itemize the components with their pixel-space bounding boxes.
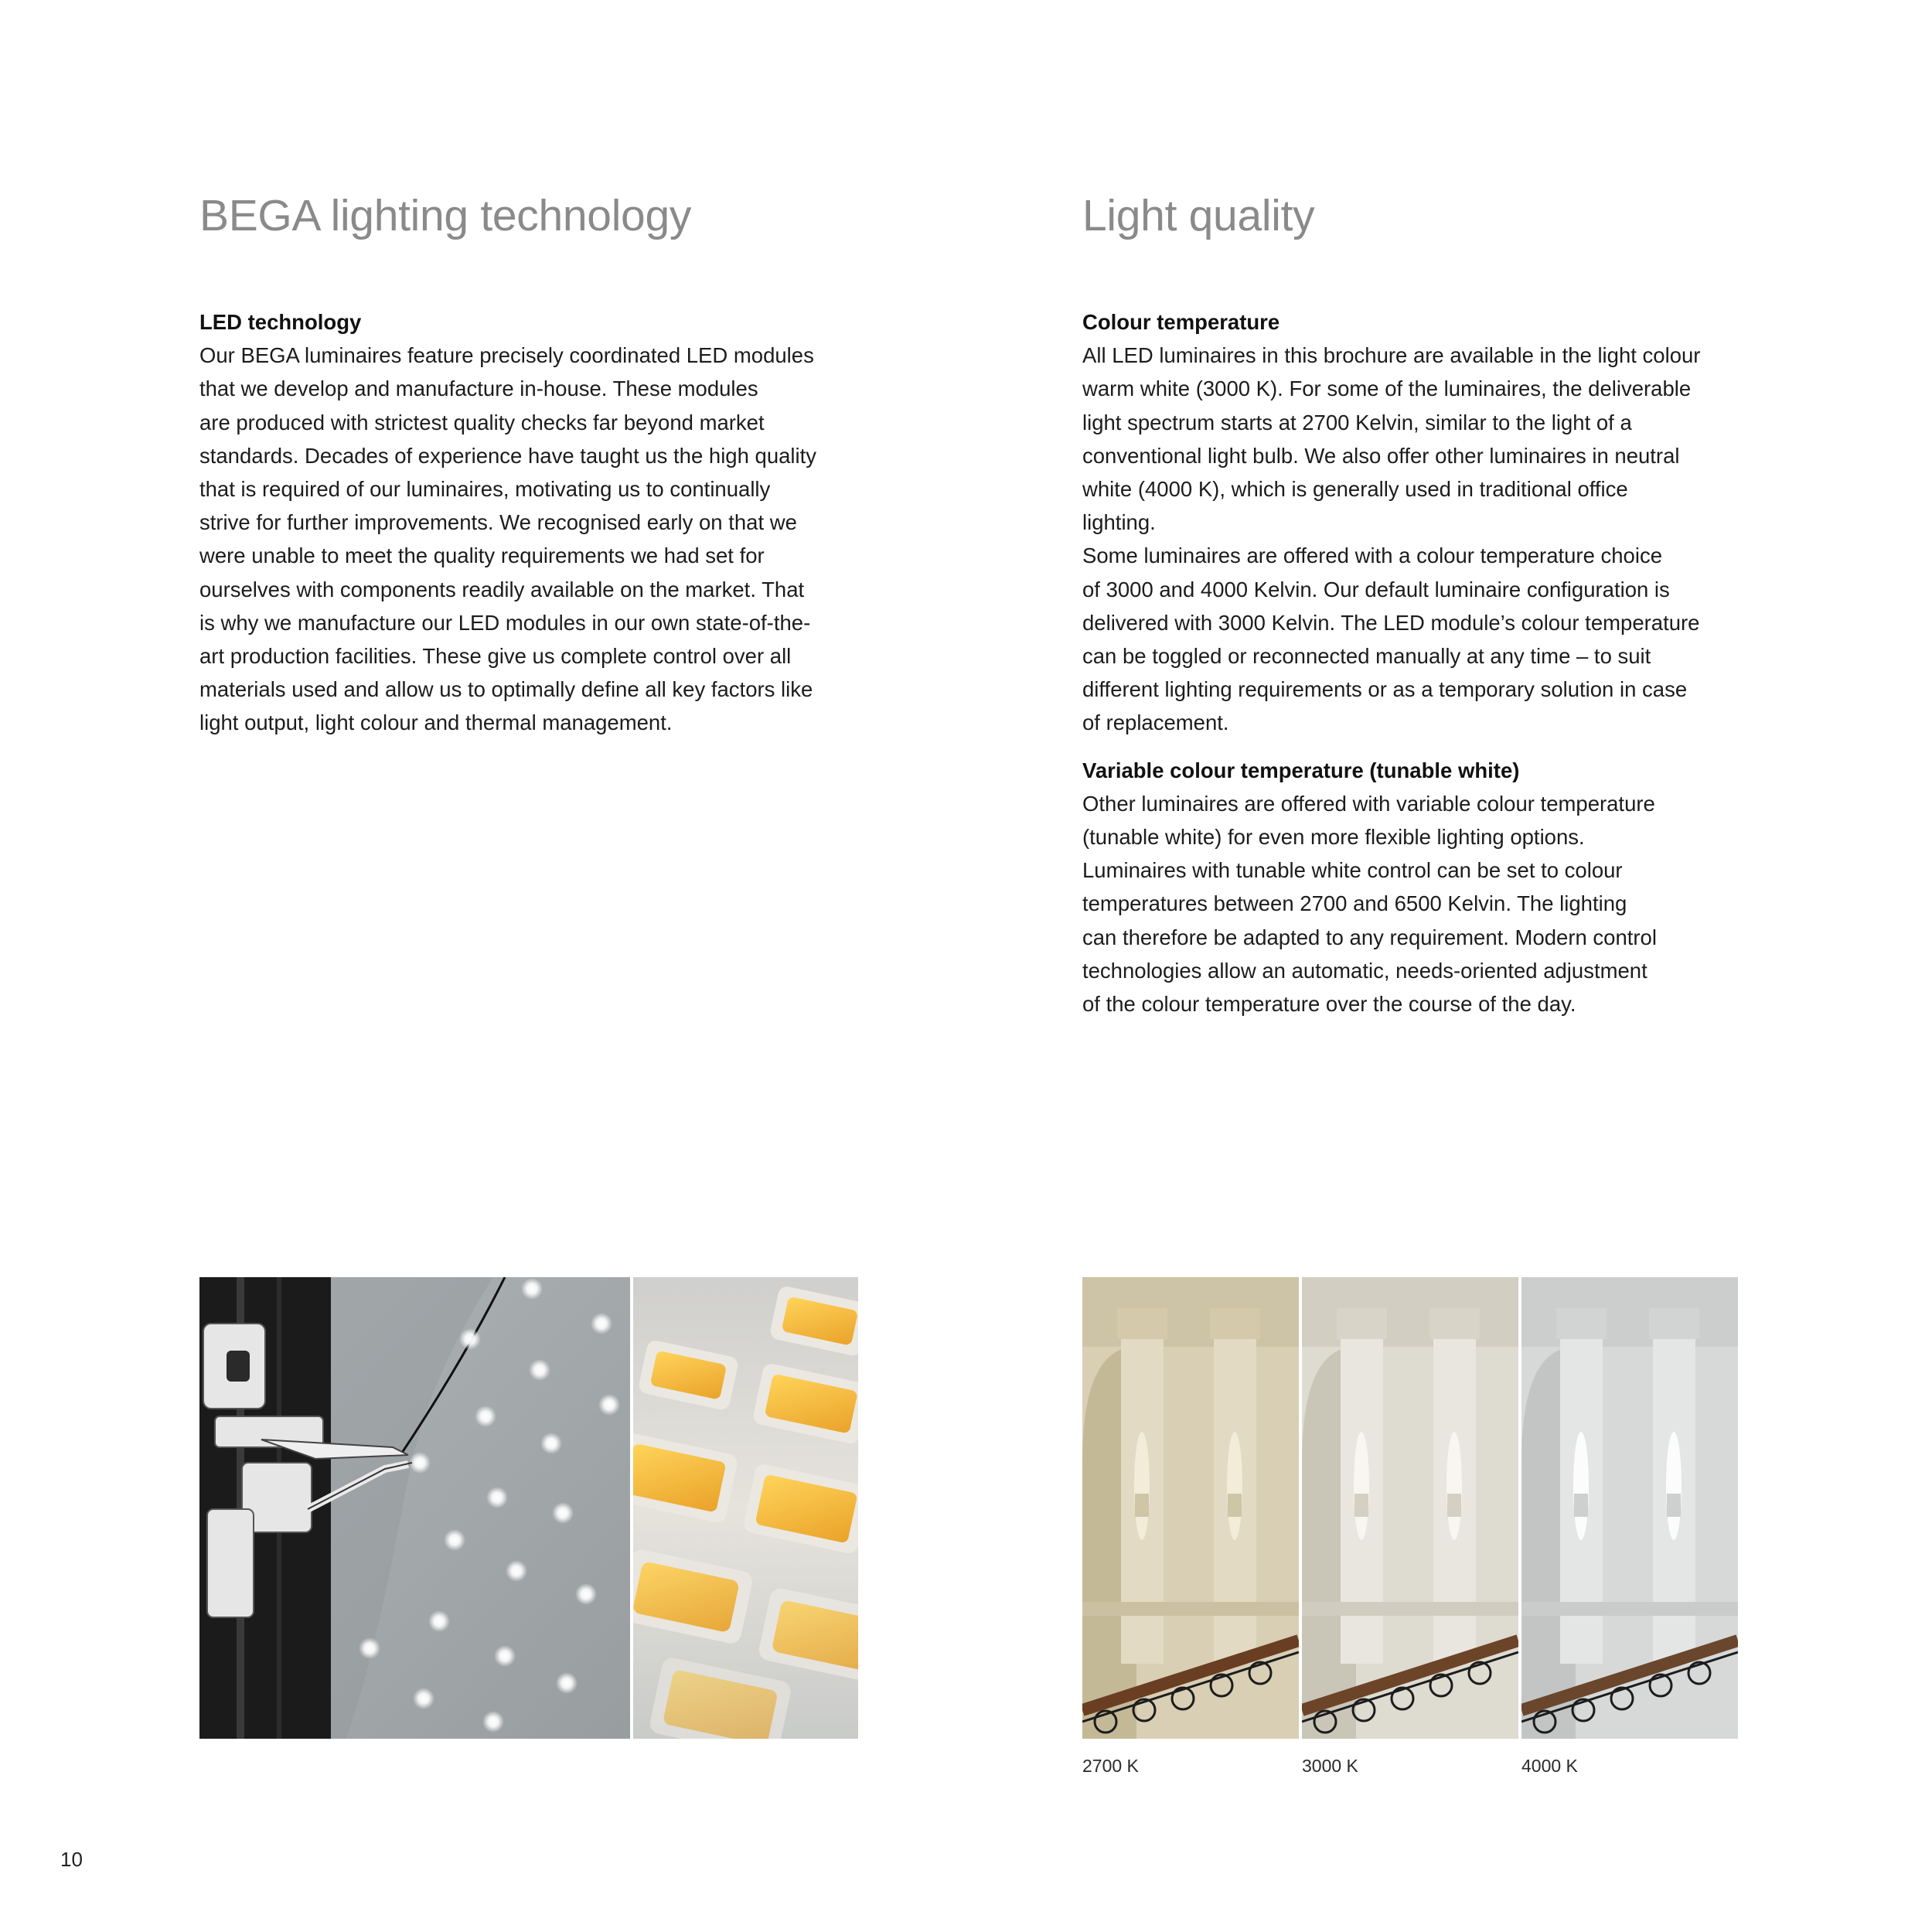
left-body — [199, 305, 864, 740]
paragraph-led-technology: Our BEGA luminaires feature precisely coordinated LED modules that we develop and manufacture in-house. These modules are produced with strictest quality checks far beyond market standards. Decades of experience have taught us the high quality that is required of our luminaires, motivating us to continually strive for further improvements. We recognised early on that we were unable to meet the quality requirements we had set for ourselves with components readily available on the market. That is why we manufacture our LED modules in our own state-of-the- art production facilities. These give us complete control over all materials used and allow us to optimally define all key factors like light output, light colour and thermal management. — [199, 343, 817, 735]
architecture-photo-3000k — [1302, 1277, 1518, 1739]
section-heading-left: BEGA lighting technology — [199, 191, 692, 240]
architecture-photo-2700k — [1082, 1277, 1299, 1739]
subheading-tunable-white: Variable colour temperature (tunable white) — [1082, 758, 1520, 782]
subheading-led-technology: LED technology — [199, 310, 362, 334]
caption-4000k: 4000 K — [1521, 1756, 1578, 1776]
led-board-test-photo — [199, 1277, 630, 1739]
section-heading-right: Light quality — [1082, 191, 1315, 240]
led-chips-closeup-photo — [633, 1277, 858, 1739]
architecture-photo-4000k — [1521, 1277, 1738, 1739]
paragraph-colour-temperature: All LED luminaires in this brochure are available in the light colour warm white (3000 K). For some of the luminaires, the deliverable light spectrum starts at 2700 Kelvin, similar to the light of a conventional light bulb. We also offer other luminaires in neutral white (4000 K), which is generally used in traditional office lighting. Some luminaires are offered with a colour temperature choice of 3000 and 4000 Kelvin. Our default luminaire configuration is delivered with 3000 Kelvin. The LED module’s colour temperature can be toggled or reconnected manually at any time – to suit different lighting requirements or as a temporary solution in case of replacement. — [1082, 343, 1701, 735]
caption-2700k: 2700 K — [1082, 1756, 1139, 1776]
caption-3000k: 3000 K — [1302, 1756, 1358, 1776]
right-body — [1082, 305, 1747, 1021]
page-number: 10 — [60, 1848, 83, 1871]
subheading-colour-temperature: Colour temperature — [1082, 310, 1280, 334]
paragraph-tunable-white: Other luminaires are offered with variable colour temperature (tunable white) for even more flexible lighting options. Luminaires with tunable white control can be set to colour temperatures between 2700 and 6500 Kelvin. The lighting can therefore be adapted to any requirement. Modern control technologies allow an automatic, needs-oriented adjustment of the colour temperature over the course of the day. — [1082, 791, 1657, 1017]
